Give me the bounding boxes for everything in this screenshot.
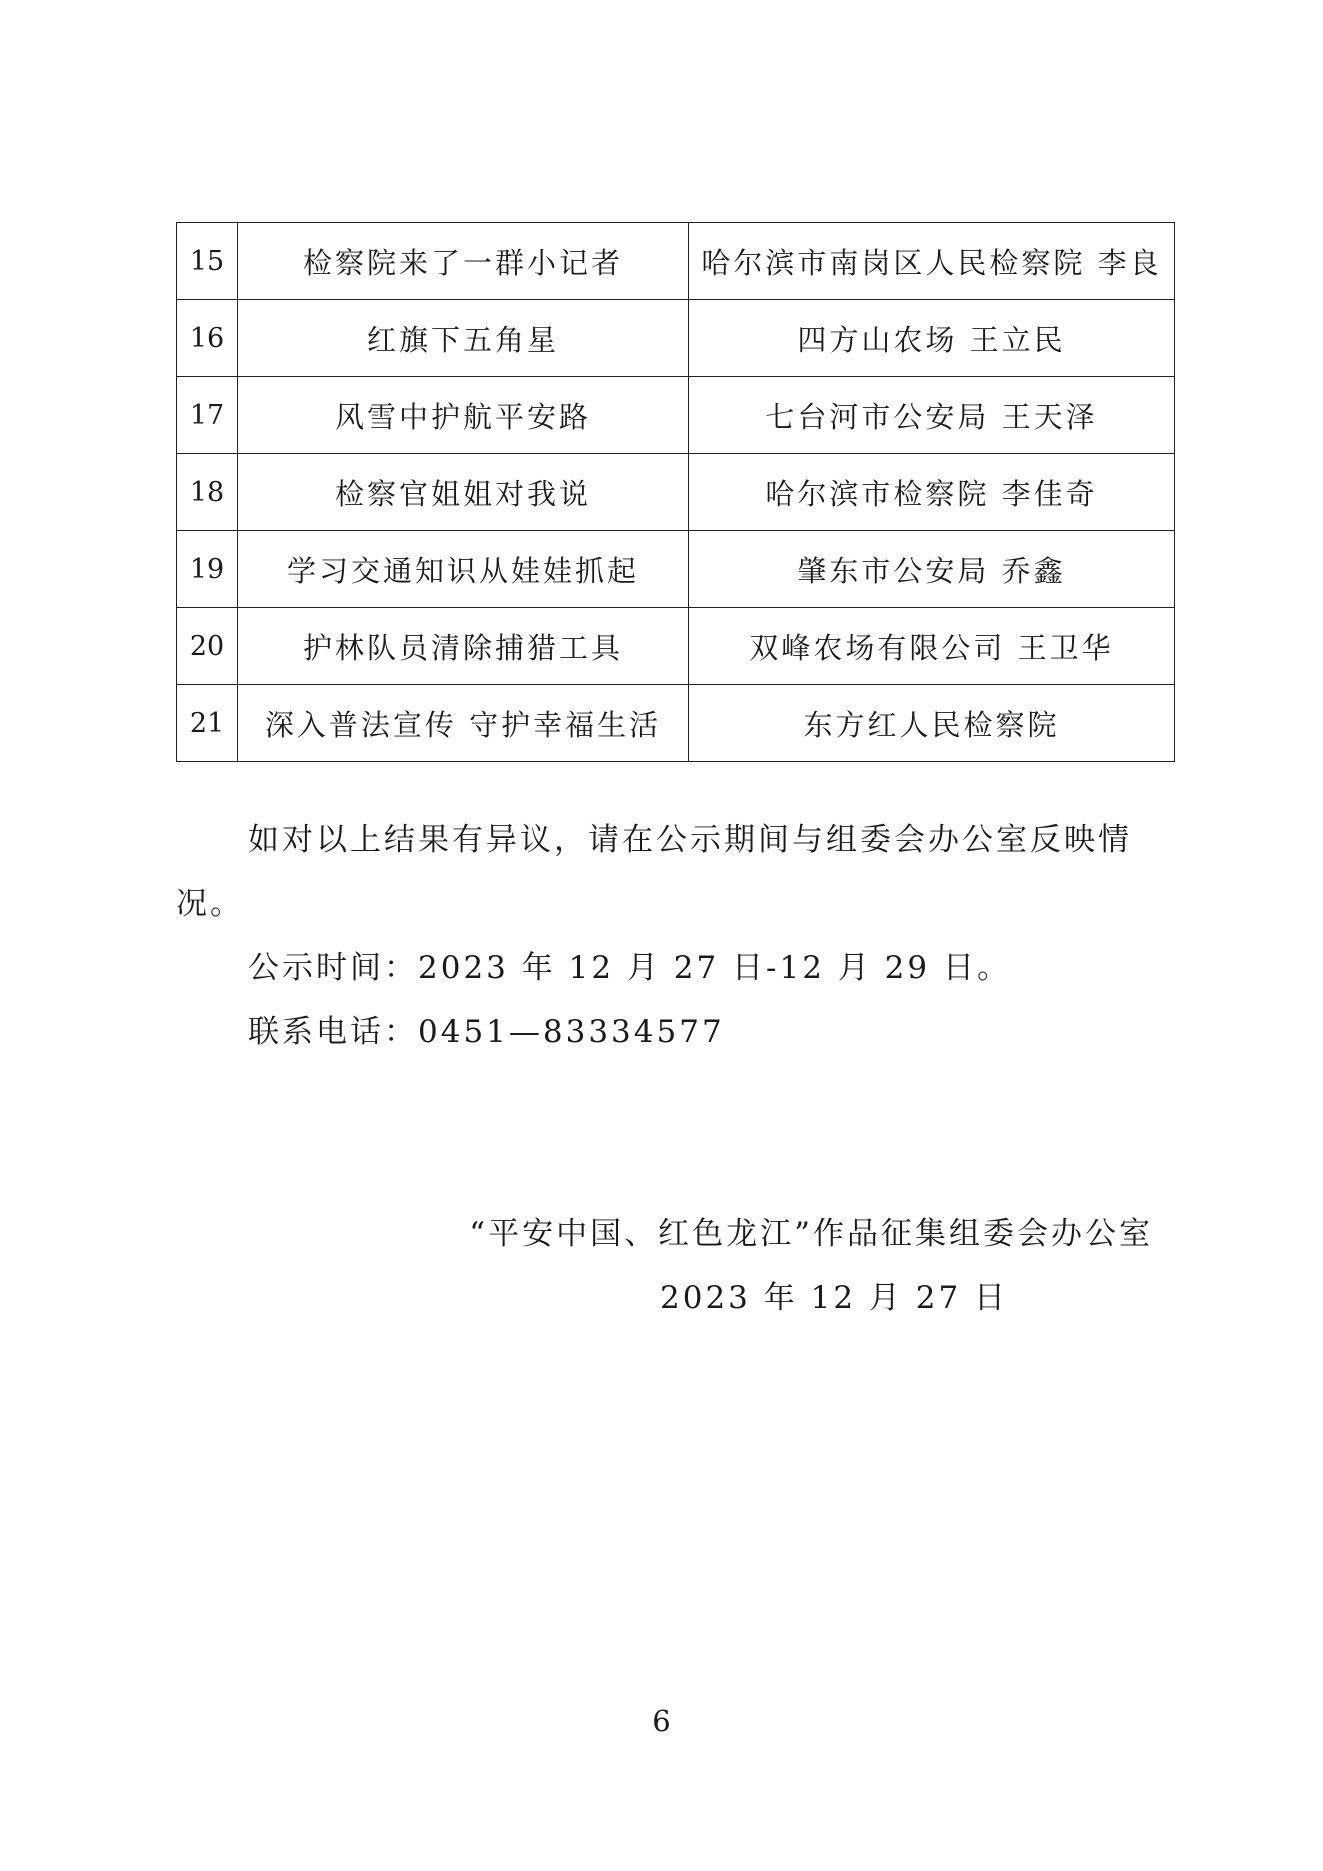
- objection-notice: 如对以上结果有异议，请在公示期间与组委会办公室反映情况。: [176, 822, 1132, 922]
- row-number: 17: [177, 377, 238, 454]
- work-author: 东方红人民检察院: [689, 685, 1175, 762]
- table-row: [177, 608, 1175, 685]
- table-row: [177, 454, 1175, 531]
- signature-organization: “平安中国、红色龙江”作品征集组委会办公室: [469, 1216, 1153, 1252]
- row-number: 20: [177, 608, 238, 685]
- work-title: 检察院来了一群小记者: [238, 223, 689, 300]
- work-author: 四方山农场 王立民: [689, 300, 1175, 377]
- row-number: 19: [177, 531, 238, 608]
- work-author: 肇东市公安局 乔鑫: [689, 531, 1175, 608]
- table-row: [177, 685, 1175, 762]
- results-table: [176, 222, 1175, 762]
- work-title: 学习交通知识从娃娃抓起: [238, 531, 689, 608]
- table-row: [177, 531, 1175, 608]
- work-title: 深入普法宣传 守护幸福生活: [238, 685, 689, 762]
- row-number: 16: [177, 300, 238, 377]
- work-title: 检察官姐姐对我说: [238, 454, 689, 531]
- table-row: [177, 300, 1175, 377]
- work-author: 双峰农场有限公司 王卫华: [689, 608, 1175, 685]
- row-number: 18: [177, 454, 238, 531]
- work-title: 护林队员清除捕猎工具: [238, 608, 689, 685]
- table-row: [177, 223, 1175, 300]
- work-author: 七台河市公安局 王天泽: [689, 377, 1175, 454]
- row-number: 21: [177, 685, 238, 762]
- row-number: 15: [177, 223, 238, 300]
- signature-date: 2023 年 12 月 27 日: [660, 1280, 1009, 1316]
- work-title: 风雪中护航平安路: [238, 377, 689, 454]
- contact-phone: 联系电话：0451—83334577: [248, 1014, 725, 1050]
- publicity-period: 公示时间：2023 年 12 月 27 日-12 月 29 日。: [248, 950, 1011, 986]
- work-author: 哈尔滨市南岗区人民检察院 李良: [689, 223, 1175, 300]
- page-number: 6: [652, 1704, 671, 1738]
- work-author: 哈尔滨市检察院 李佳奇: [689, 454, 1175, 531]
- table-row: [177, 377, 1175, 454]
- work-title: 红旗下五角星: [238, 300, 689, 377]
